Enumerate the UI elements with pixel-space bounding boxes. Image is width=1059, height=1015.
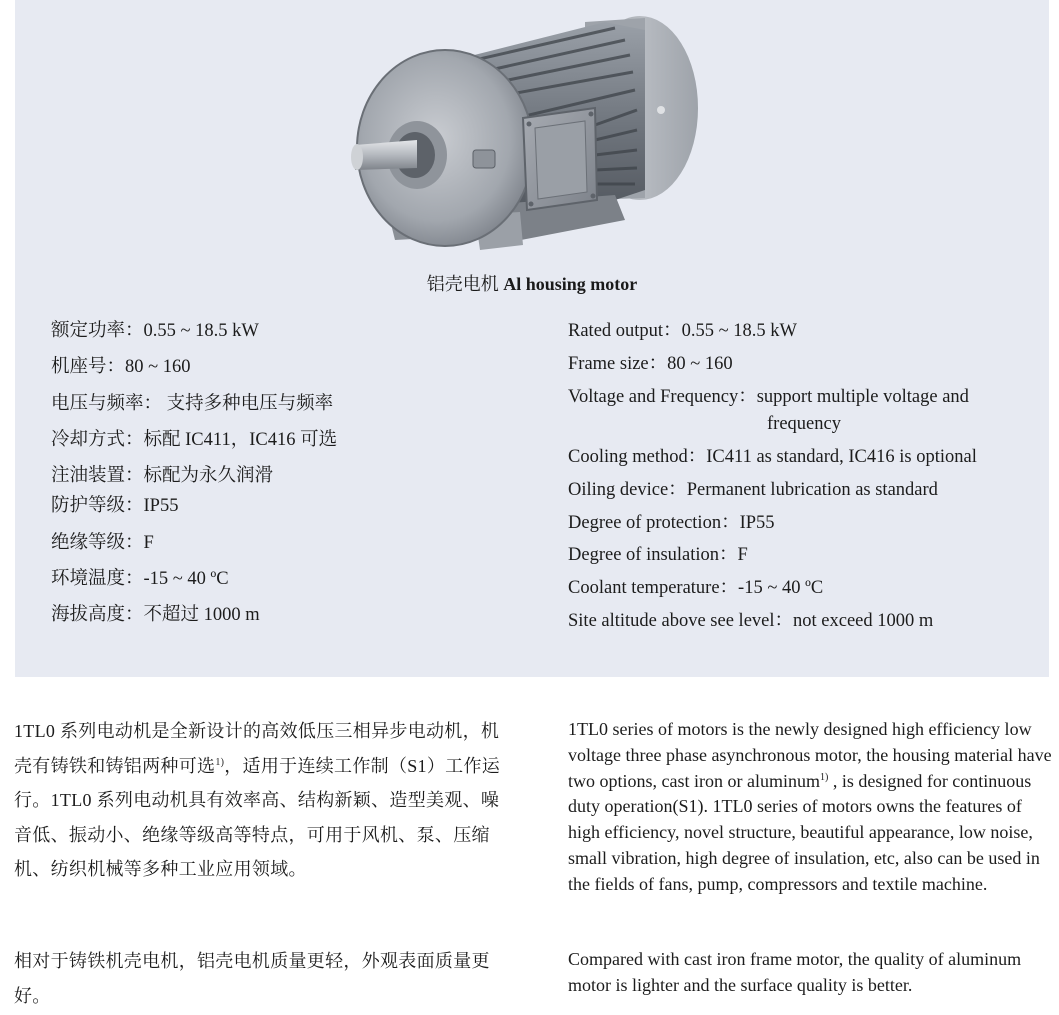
spec-row-altitude: Site altitude above see level：not exceed 1000 m xyxy=(568,611,934,631)
spec-row-voltage-frequency: Voltage and Frequency：support multiple voltage and xyxy=(568,387,969,407)
caption-chinese: 铝壳电机 xyxy=(426,274,499,294)
description-chinese-paragraph-2: 相对于铸铁机壳电机，铝壳电机质量更轻，外观表面质量更好。 xyxy=(14,951,490,1006)
spec-row-voltage-frequency-continuation: frequency xyxy=(767,414,841,434)
motor-illustration-icon xyxy=(345,0,725,265)
spec-row-oiling: 注油装置：标配为永久润滑 xyxy=(51,466,274,486)
spec-row-protection: Degree of protection：IP55 xyxy=(568,513,775,533)
spec-panel xyxy=(15,0,1049,677)
description-english-paragraph-1: 1TL0 series of motors is the newly designed high efficiency low voltage three phase asynchronous motor, the housing material have two options, cast iron or aluminum$^{1)}$ , is designed for continuous duty operation(S1). 1TL0 series of motors owns the features of high efficiency, novel structure, beautiful appearance, low noise, small vibration, high degree of insulation, etc, also can be used in the fields of fans, pump, compressors and textile machine. xyxy=(568,719,1052,894)
spec-row-oiling: Oiling device：Permanent lubrication as standard xyxy=(568,480,938,500)
spec-row-rated-output: Rated output：0.55 ~ 18.5 kW xyxy=(568,321,797,341)
caption-english: Al housing motor xyxy=(503,274,638,294)
spec-row-voltage-frequency: 电压与频率： 支持多种电压与频率 xyxy=(51,394,334,414)
spec-row-frame-size: 机座号：80 ~ 160 xyxy=(51,357,191,377)
spec-row-altitude: 海拔高度：不超过 1000 m xyxy=(51,605,260,625)
spec-row-insulation: Degree of insulation：F xyxy=(568,545,748,565)
spec-row-temperature: 环境温度：-15 ~ 40 ºC xyxy=(51,569,229,589)
footnote-marker: 1) xyxy=(819,771,829,783)
footnote-marker: 1) xyxy=(215,756,225,768)
description-chinese-paragraph-1: 1TL0 系列电动机是全新设计的高效低压三相异步电动机，机壳有铸铁和铸铝两种可选$^{1)}$，适用于连续工作制（S1）工作运行。1TL0 系列电动机具有效率高、结构新颖、造型美观、噪音低、振动小、绝缘等级高等特点，可用于风机、泵、压缩机、纺织机械等多种工业应用领域。 xyxy=(14,721,501,879)
spec-row-cooling: 冷却方式：标配 IC411，IC416 可选 xyxy=(51,430,338,450)
spec-row-cooling: Cooling method：IC411 as standard, IC416 is optional xyxy=(568,447,977,467)
spec-row-insulation: 绝缘等级：F xyxy=(51,533,154,553)
spec-row-temperature: Coolant temperature：-15 ~ 40 ºC xyxy=(568,578,824,598)
product-caption xyxy=(15,270,1049,296)
spec-row-protection: 防护等级：IP55 xyxy=(51,496,179,516)
spec-row-rated-power: 额定功率：0.55 ~ 18.5 kW xyxy=(51,321,259,341)
spec-row-frame-size: Frame size：80 ~ 160 xyxy=(568,354,733,374)
description-english-paragraph-2: Compared with cast iron frame motor, the quality of aluminum motor is lighter and the surface quality is better. xyxy=(568,949,1022,995)
motor-image xyxy=(345,0,725,265)
